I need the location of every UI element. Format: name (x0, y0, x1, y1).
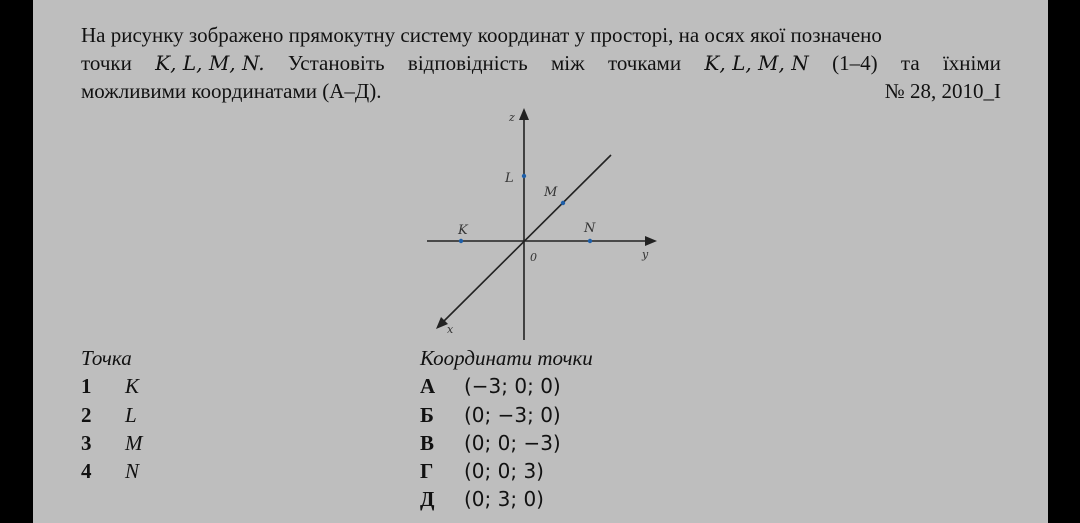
problem-line-3-text: можливими координатами (А–Д). (81, 79, 382, 103)
word: їхніми (942, 51, 1001, 75)
word: (1–4) (832, 51, 878, 75)
coord-letter: Д (420, 487, 435, 511)
point-L-label: L (505, 171, 514, 186)
coord-letter: В (420, 431, 435, 455)
coord-value: (−3; 0; 0) (464, 374, 561, 398)
point-K-dot (459, 239, 463, 243)
word: та (900, 51, 920, 75)
coord-row (420, 374, 561, 399)
coord-row (420, 431, 561, 456)
coord-row (420, 403, 561, 428)
word: точки (81, 51, 132, 75)
axis-x-label: x (447, 323, 454, 336)
coord-value: (0; −3; 0) (464, 403, 561, 427)
problem-line-1: На рисунку зображено прямокутну систему координат у просторі, на осях якої позначено (81, 23, 882, 47)
points-column-title: Точка (81, 346, 132, 370)
points-list: K, L, M, N (704, 51, 809, 75)
point-M-label: M (544, 185, 558, 200)
point-row (81, 403, 137, 428)
point-K-label: K (458, 223, 468, 238)
word: точками (607, 51, 682, 75)
point-number: 4 (81, 459, 92, 483)
document-page (33, 0, 1048, 523)
point-number: 1 (81, 374, 92, 398)
point-label: N (125, 459, 140, 483)
point-label: L (125, 403, 137, 427)
coords-column-title: Координати точки (420, 346, 593, 370)
coord-row (420, 487, 544, 512)
problem-reference: № 28, 2010_I (884, 79, 1001, 103)
word: відповідність (407, 51, 528, 75)
point-label: M (125, 431, 143, 455)
coord-value: (0; 0; 3) (464, 459, 544, 483)
axis-z-label: z (509, 111, 515, 124)
point-number: 3 (81, 431, 92, 455)
point-L-dot (522, 174, 526, 178)
coord-row (420, 459, 544, 484)
z-axis-arrow (519, 108, 529, 120)
coord-letter: А (420, 374, 436, 398)
word: між (550, 51, 585, 75)
points-list: K, L, M, N. (155, 51, 265, 75)
point-row (81, 374, 139, 399)
point-row (81, 459, 139, 484)
point-number: 2 (81, 403, 92, 427)
axis-y-label: y (642, 248, 649, 261)
point-M-dot (561, 201, 565, 205)
y-axis-arrow (645, 236, 657, 246)
origin-label: 0 (530, 251, 537, 264)
x-axis (443, 155, 611, 322)
coord-letter: Б (420, 403, 434, 427)
point-label: K (125, 374, 140, 398)
point-row (81, 431, 143, 456)
point-N-label: N (584, 221, 596, 236)
coord-letter: Г (420, 459, 434, 483)
coord-value: (0; 3; 0) (464, 487, 544, 511)
point-N-dot (588, 239, 592, 243)
coord-value: (0; 0; −3) (464, 431, 561, 455)
word: Установіть (287, 51, 385, 75)
